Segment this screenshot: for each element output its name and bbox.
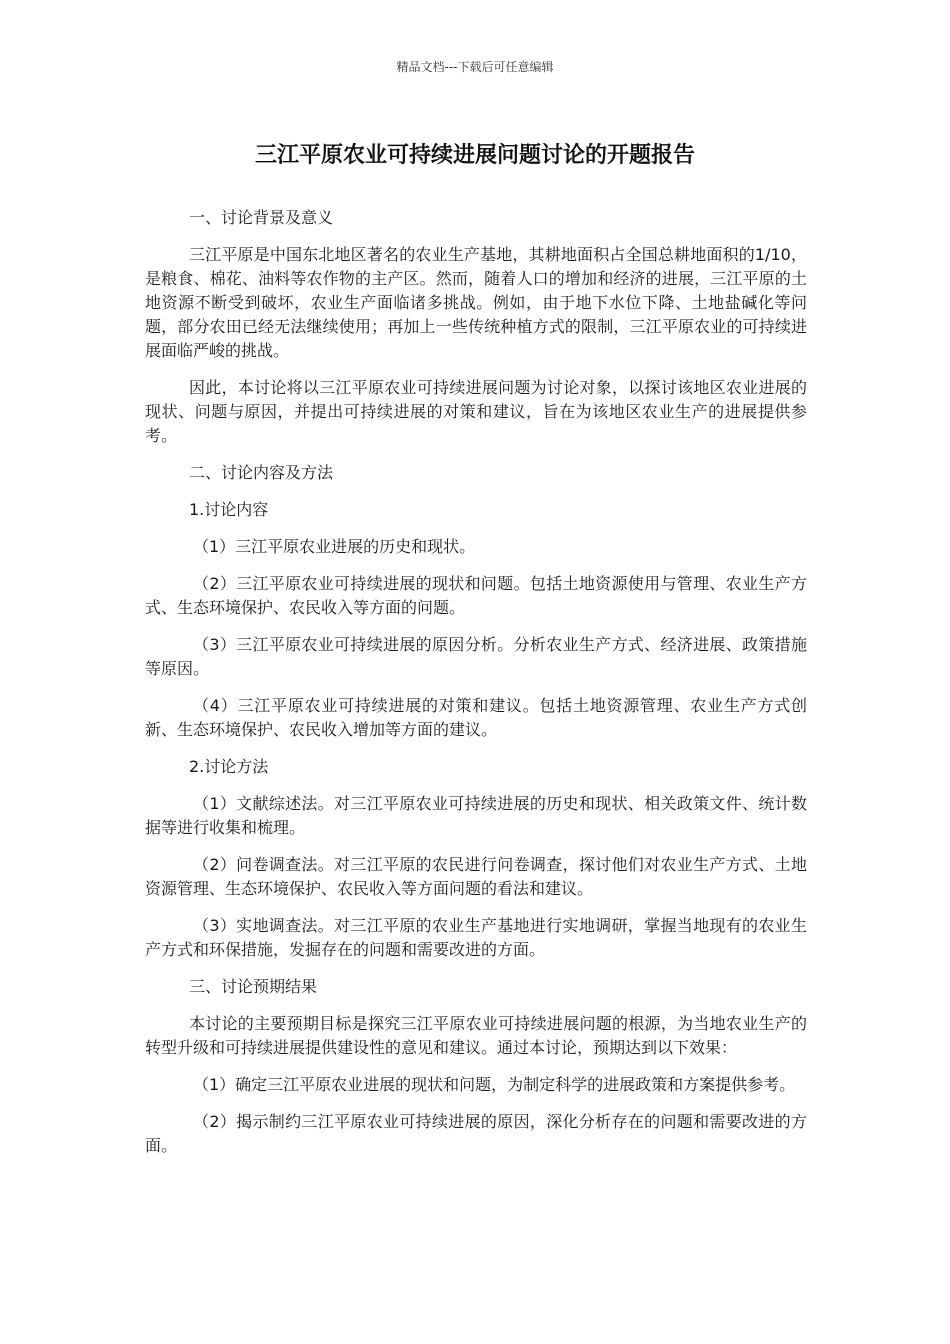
paragraph: 因此，本讨论将以三江平原农业可持续进展问题为讨论对象，以探讨该地区农业进展的现状、问题与原因，并提出可持续进展的对策和建议，旨在为该地区农业生产的进展提供参考。 [145,378,807,445]
paragraph: 一、讨论背景及意义 [189,208,334,227]
document-title: 三江平原农业可持续进展问题讨论的开题报告 [254,143,695,168]
paragraph: （2）三江平原农业可持续进展的现状和问题。包括土地资源使用与管理、农业生产方式、生态环境保护、农民收入等方面的问题。 [145,574,807,617]
paragraph: 三、讨论预期结果 [189,977,318,996]
paragraph: （1）文献综述法。对三江平原农业可持续进展的历史和现状、相关政策文件、统计数据等进行收集和梳理。 [145,794,807,837]
paragraph: 1.讨论内容 [189,500,269,519]
paragraph: 三江平原是中国东北地区著名的农业生产基地，其耕地面积占全国总耕地面积的1/10，是粮食、棉花、油料等农作物的主产区。然而，随着人口的增加和经济的进展，三江平原的土地资源不断受到破坏，农业生产面临诸多挑战。例如，由于地下水位下降、土地盐碱化等问题，部分农田已经无法继续使用；再加上一些传统种植方式的限制，三江平原农业的可持续进展面临严峻的挑战。 [145,245,807,360]
page-header: 精品文档---下载后可任意编辑 [396,60,554,74]
paragraph: 2.讨论方法 [189,757,269,776]
paragraph: （3）三江平原农业可持续进展的原因分析。分析农业生产方式、经济进展、政策措施等原因。 [145,635,807,678]
paragraph: （2）揭示制约三江平原农业可持续进展的原因，深化分析存在的问题和需要改进的方面。 [145,1112,807,1155]
paragraph: 二、讨论内容及方法 [189,463,334,482]
paragraph: （4）三江平原农业可持续进展的对策和建议。包括土地资源管理、农业生产方式创新、生态环境保护、农民收入增加等方面的建议。 [145,696,807,739]
paragraph: （1）确定三江平原农业进展的现状和问题，为制定科学的进展政策和方案提供参考。 [193,1075,796,1094]
paragraph: 本讨论的主要预期目标是探究三江平原农业可持续进展问题的根源，为当地农业生产的转型升级和可持续进展提供建设性的意见和建议。通过本讨论，预期达到以下效果： [145,1014,807,1057]
paragraph: （3）实地调查法。对三江平原的农业生产基地进行实地调研，掌握当地现有的农业生产方式和环保措施，发掘存在的问题和需要改进的方面。 [145,916,807,959]
document-body [145,206,807,1171]
paragraph: （1）三江平原农业进展的历史和现状。 [193,537,476,556]
paragraph: （2）问卷调查法。对三江平原的农民进行问卷调查，探讨他们对农业生产方式、土地资源管理、生态环境保护、农民收入等方面问题的看法和建议。 [145,855,807,898]
